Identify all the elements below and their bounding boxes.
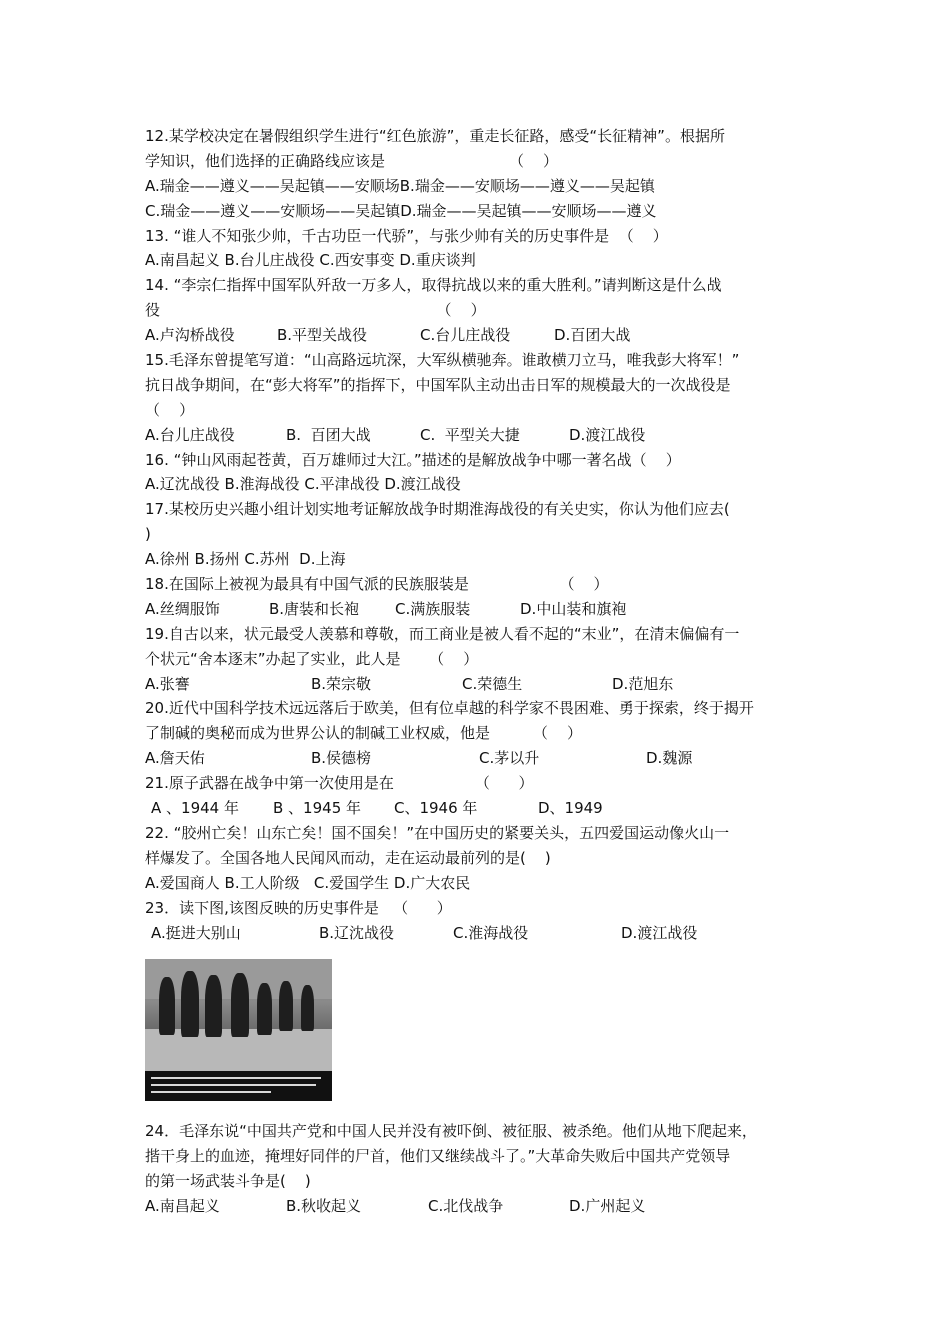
question-text: 揩干身上的血迹，掩埋好同伴的尸首，他们又继续战斗了。”大革命失败后中国共产党领导	[145, 1147, 731, 1166]
question-text: 20.近代中国科学技术远远落后于欧美，但有位卓越的科学家不畏困难、勇于探索，终于揭开	[145, 699, 754, 718]
question-24	[145, 1119, 813, 1219]
question-20	[145, 696, 813, 771]
answer-options: C.瑞金——遵义——安顺场——吴起镇D.瑞金——吴起镇——安顺场——遵义	[145, 201, 657, 220]
question-text: 12.某学校决定在暑假组织学生进行“红色旅游”，重走长征路，感受“长征精神”。根据所	[145, 127, 725, 145]
option-c: C.淮海战役	[453, 923, 529, 942]
option-b: B. 百团大战	[286, 425, 371, 444]
question-text: 24．毛泽东说“中国共产党和中国人民并没有被吓倒、被征服、被杀绝。他们从地下爬起来，	[145, 1122, 757, 1141]
question-13	[145, 224, 813, 274]
option-c: C.北伐战争	[428, 1197, 504, 1216]
historical-photo	[145, 959, 332, 1101]
answer-options	[145, 597, 813, 622]
question-21	[145, 771, 813, 821]
option-a: A.詹天佑	[145, 749, 205, 768]
option-c: C.满族服装	[395, 599, 471, 618]
question-list	[145, 124, 813, 1219]
question-15	[145, 348, 813, 448]
option-c: C、1946 年	[394, 799, 478, 818]
question-text: 16. “钟山风雨起苍黄，百万雄师过大江。”描述的是解放战争中哪一著名战（ ）	[145, 450, 681, 469]
option-d: D.渡江战役	[621, 923, 698, 942]
option-b: B.平型关战役	[277, 326, 368, 345]
option-a: A 、1944 年	[151, 799, 239, 818]
question-text: 的第一场武装斗争是( )	[145, 1172, 311, 1191]
question-14	[145, 273, 813, 348]
question-23	[145, 896, 813, 1102]
option-d: D.百团大战	[554, 326, 631, 345]
question-text: 役 （ ）	[145, 301, 486, 320]
option-b: B.荣宗敬	[311, 674, 372, 693]
answer-options	[145, 1194, 813, 1219]
question-19	[145, 622, 813, 697]
option-a: A.南昌起义	[145, 1197, 220, 1216]
option-d: D.中山装和旗袍	[520, 599, 627, 618]
answer-options	[145, 423, 813, 448]
answer-options: A.徐州 B.扬州 C.苏州 D.上海	[145, 550, 346, 569]
question-text: )	[145, 525, 151, 544]
answer-options	[145, 323, 813, 348]
answer-options: A.辽沈战役 B.淮海战役 C.平津战役 D.渡江战役	[145, 475, 461, 494]
answer-options: A.南昌起义 B.台儿庄战役 C.西安事变 D.重庆谈判	[145, 251, 476, 270]
question-12	[145, 124, 813, 224]
option-d: D.渡江战役	[569, 425, 646, 444]
option-c: C. 平型关大捷	[420, 425, 520, 444]
answer-options: A.爱国商人 B.工人阶级 C.爱国学生 D.广大农民	[145, 873, 471, 892]
option-d: D.广州起义	[569, 1197, 646, 1216]
option-d: D、1949	[538, 799, 603, 818]
option-b: B.唐装和长袍	[269, 599, 360, 618]
answer-options	[145, 921, 813, 946]
question-text: 21.原子武器在战争中第一次使用是在 （ ）	[145, 774, 534, 793]
option-d: D.范旭东	[612, 674, 674, 693]
question-18	[145, 572, 813, 622]
question-text: 17.某校历史兴趣小组计划实地考证解放战争时期淮海战役的有关史实，你认为他们应去(	[145, 500, 730, 519]
answer-options	[145, 672, 813, 697]
option-a: A.挺进大别山	[151, 923, 241, 942]
answer-options	[145, 746, 813, 771]
question-text: 13. “谁人不知张少帅，千古功臣一代骄”，与张少帅有关的历史事件是 （ ）	[145, 226, 668, 245]
option-d: D.魏源	[646, 749, 693, 768]
option-c: C.荣德生	[462, 674, 523, 693]
question-16	[145, 448, 813, 498]
question-text: 15.毛泽东曾提笔写道：“山高路远坑深，大军纵横驰奔。谁敢横刀立马，唯我彭大将军！”	[145, 351, 740, 370]
option-b: B.辽沈战役	[319, 923, 395, 942]
question-text: （ ）	[145, 400, 195, 419]
option-c: C.台儿庄战役	[420, 326, 511, 345]
question-text: 个状元“舍本逐末”办起了实业，此人是 （ ）	[145, 649, 479, 668]
option-a: A.丝绸服饰	[145, 599, 220, 618]
question-text: 22. “胶州亡矣！山东亡矣！国不国矣！”在中国历史的紧要关头，五四爱国运动像火山一	[145, 823, 730, 842]
question-text: 学知识，他们选择的正确路线应该是 （ ）	[145, 151, 559, 170]
option-b: B 、1945 年	[273, 799, 362, 818]
option-c: C.茅以升	[479, 749, 540, 768]
question-text: 抗日战争期间，在“彭大将军”的指挥下，中国军队主动出击日军的规模最大的一次战役是	[145, 375, 731, 394]
question-22	[145, 821, 813, 896]
answer-options	[145, 796, 813, 821]
option-b: B.秋收起义	[286, 1197, 362, 1216]
question-text: 14. “李宗仁指挥中国军队歼敌一万多人，取得抗战以来的重大胜利。”请判断这是什么战	[145, 276, 722, 295]
option-a: A.台儿庄战役	[145, 425, 235, 444]
question-17	[145, 497, 813, 572]
option-a: A.卢沟桥战役	[145, 326, 235, 345]
question-text: 19.自古以来，状元最受人羡慕和尊敬，而工商业是被人看不起的“末业”，在清末偏偏有一	[145, 624, 740, 643]
question-text: 了制碱的奥秘而成为世界公认的制碱工业权威，他是 （ ）	[145, 724, 582, 743]
question-text: 18.在国际上被视为最具有中国气派的民族服装是 （ ）	[145, 575, 609, 594]
option-a: A.张謇	[145, 674, 190, 693]
question-text: 样爆发了。全国各地人民闻风而动，走在运动最前列的是( )	[145, 848, 551, 867]
question-text: 23．读下图,该图反映的历史事件是 （ ）	[145, 898, 452, 917]
option-b: B.侯德榜	[311, 749, 372, 768]
answer-options: A.瑞金——遵义——吴起镇——安顺场B.瑞金——安顺场——遵义——吴起镇	[145, 176, 655, 195]
